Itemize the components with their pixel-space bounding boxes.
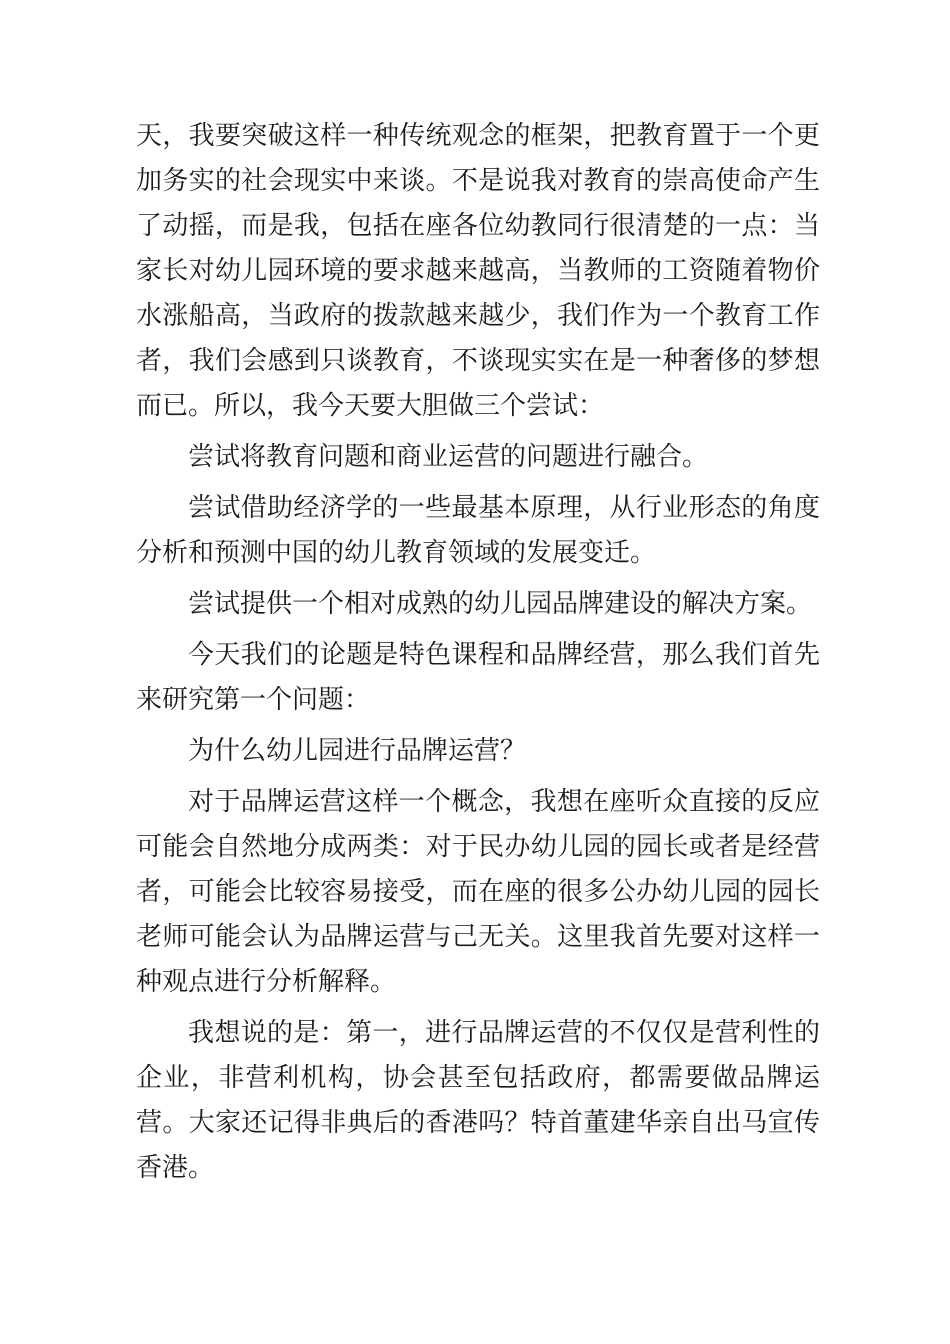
- paragraph-question: 为什么幼儿园进行品牌运营？: [188, 736, 527, 766]
- paragraph-attempt-3: 尝试提供一个相对成熟的幼儿园品牌建设的解决方案。: [188, 589, 813, 619]
- paragraph-topic: 今天我们的论题是特色课程和品牌经营，那么我们首先来研究第一个问题：: [136, 640, 820, 715]
- paragraph-attempt-1: 尝试将教育问题和商业运营的问题进行融合。: [188, 442, 709, 472]
- paragraph-brand-concept: 对于品牌运营这样一个概念，我想在座听众直接的反应可能会自然地分成两类：对于民办幼儿园的园长或者是经营者，可能会比较容易接受，而在座的很多公办幼儿园的园长老师可能会认为品牌运营与己无关。这里我首先要对这样一种观点进行分析解释。: [136, 787, 820, 997]
- paragraph-continuation: 天，我要突破这样一种传统观念的框架，把教育置于一个更加务实的社会现实中来谈。不是说我对教育的崇高使命产生了动摇，而是我，包括在座各位幼教同行很清楚的一点：当家长对幼儿园环境的要求越来越高，当教师的工资随着物价水涨船高，当政府的拨款越来越少，我们作为一个教育工作者，我们会感到只谈教育，不谈现实实在是一种奢侈的梦想而已。所以，我今天要大胆做三个尝试：: [136, 121, 820, 421]
- document-body: [136, 114, 820, 1197]
- paragraph-first-point: 我想说的是：第一，进行品牌运营的不仅仅是营利性的企业，非营利机构，协会甚至包括政府，都需要做品牌运营。大家还记得非典后的香港吗？特首董建华亲自出马宣传香港。: [136, 1018, 820, 1183]
- paragraph-attempt-2: 尝试借助经济学的一些最基本原理，从行业形态的角度分析和预测中国的幼儿教育领域的发展变迁。: [136, 493, 820, 568]
